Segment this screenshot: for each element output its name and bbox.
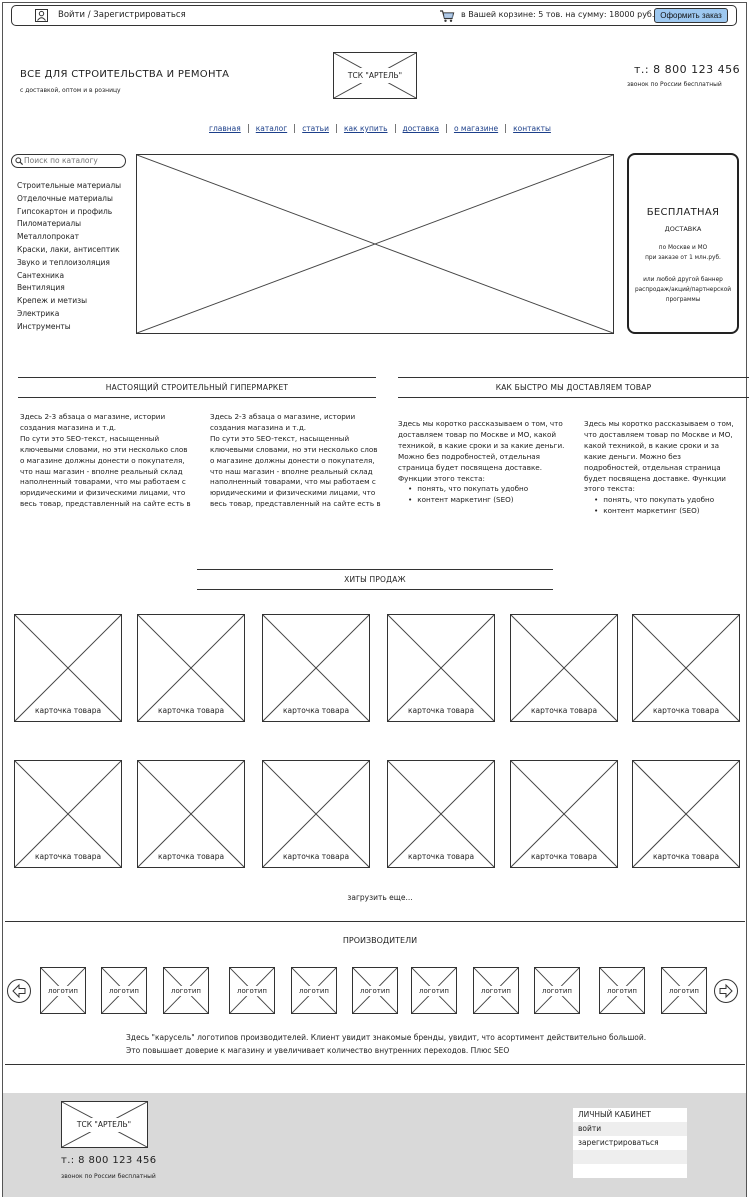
bullet-item: • контент маркетинг (SEO)	[594, 506, 734, 517]
login-register-link[interactable]: Войти / Зарегистрироваться	[58, 10, 186, 20]
catalog-item[interactable]: Вентиляция	[17, 283, 65, 293]
vendor-logo-label: логотип	[43, 986, 83, 996]
bullet-item: • понять, что покупать удобно	[408, 484, 570, 495]
about-text-col2: Здесь 2-3 абзаца о магазине, истории создания магазина и т.д. По сути это SEO-текст, насыщенный ключевыми словами, но эти несколько слов о магазине должны донести о покупателя, что наш магазин - вполне реальный склад наполненный товарами, что мы работаем с юридическими и физическими лицами, что весь товар, представленный на сайте есть в	[210, 412, 381, 509]
catalog-item[interactable]: Металлопрокат	[17, 232, 79, 242]
bullet-item: • контент маркетинг (SEO)	[408, 495, 570, 506]
account-empty-row	[573, 1150, 687, 1164]
footer-logo[interactable]	[61, 1101, 148, 1148]
vendor-logo-label: логотип	[294, 986, 334, 996]
product-card-label	[138, 706, 244, 715]
catalog-item[interactable]: Краски, лаки, антисептик	[17, 244, 120, 254]
checkout-button[interactable]: Оформить заказ	[654, 8, 728, 23]
product-card-label	[511, 706, 617, 715]
vendor-logo[interactable]	[101, 967, 147, 1014]
delivery-bullets	[398, 484, 570, 506]
delivery-text-col1	[398, 419, 570, 506]
catalog-item[interactable]: Крепеж и метизы	[17, 296, 88, 306]
nav-articles[interactable]: статьи	[295, 124, 337, 133]
delivery-paragraph: Здесь мы коротко рассказываем о том, что доставляем товар по Москве и МО, какой техникой, в какие сроки и за какие деньги. Можно без подробностей, отдельная страница будет посвящена доставке. Функции этого текста:	[398, 419, 565, 483]
arrow-left-icon	[11, 983, 27, 999]
nav-about[interactable]: о магазине	[447, 124, 506, 133]
product-card[interactable]	[262, 614, 370, 722]
product-card-label-text: карточка товара	[652, 852, 720, 861]
product-card-label	[138, 852, 244, 861]
vendor-logo-label: логотип	[166, 986, 206, 996]
vendor-logo[interactable]	[473, 967, 519, 1014]
product-card[interactable]	[14, 760, 122, 868]
promo-title: БЕСПЛАТНАЯ	[646, 207, 720, 218]
account-menu	[573, 1108, 687, 1178]
promo-line: по Москве и МО	[658, 245, 708, 251]
catalog-menu	[17, 180, 121, 334]
product-card-label-text: карточка товара	[157, 706, 225, 715]
vendor-logo[interactable]	[534, 967, 580, 1014]
bullet-item: • понять, что покупать удобно	[594, 495, 734, 506]
promo-line: программы	[665, 297, 701, 303]
banner-placeholder-icon	[137, 155, 613, 333]
product-card-label-text: карточка товара	[652, 706, 720, 715]
about-heading: НАСТОЯЩИЙ СТРОИТЕЛЬНЫЙ ГИПЕРМАРКЕТ	[18, 377, 376, 398]
bestsellers-heading: ХИТЫ ПРОДАЖ	[197, 569, 553, 590]
free-delivery-promo[interactable]	[627, 153, 739, 334]
carousel-next-button[interactable]	[714, 979, 738, 1003]
product-card[interactable]	[137, 760, 245, 868]
vendor-logo-label: логотип	[664, 986, 704, 996]
product-card-label-text: карточка товара	[34, 706, 102, 715]
catalog-item[interactable]: Звуко и теплоизоляция	[17, 257, 110, 267]
vendors-desc-line: Это повышает доверие к магазину и увеличивает количество внутренних переходов. Плюс SEO	[126, 1046, 510, 1055]
product-card-label	[633, 852, 739, 861]
top-bar	[11, 5, 737, 26]
catalog-search	[11, 154, 126, 168]
product-card-label	[15, 852, 121, 861]
vendor-logo-label: логотип	[476, 986, 516, 996]
product-card[interactable]	[14, 614, 122, 722]
product-card-label	[511, 852, 617, 861]
vendor-logo[interactable]	[291, 967, 337, 1014]
product-card-label-text: карточка товара	[157, 852, 225, 861]
product-card-label-text: карточка товара	[530, 706, 598, 715]
logo-text: ТСК "АРТЕЛЬ"	[72, 1118, 136, 1132]
main-banner[interactable]	[136, 154, 614, 334]
header-phone-sub: звонок по России бесплатный	[627, 81, 722, 88]
vendors-heading: ПРОИЗВОДИТЕЛИ	[342, 936, 418, 945]
product-card-label-text: карточка товара	[34, 852, 102, 861]
nav-home[interactable]: главная	[209, 124, 249, 133]
footer-phone-sub: звонок по России бесплатный	[61, 1173, 156, 1180]
product-card[interactable]	[387, 760, 495, 868]
promo-line: при заказе от 1 млн.руб.	[645, 255, 721, 261]
product-card-label-text: карточка товара	[282, 852, 350, 861]
nav-delivery[interactable]: доставка	[396, 124, 447, 133]
catalog-item[interactable]: Отделочные материалы	[17, 193, 113, 203]
cart-summary[interactable]: в Вашей корзине: 5 тов. на сумму: 18000 руб.	[461, 10, 655, 19]
logo-text: ТСК "АРТЕЛЬ"	[344, 68, 406, 83]
vendor-logo-label: логотип	[602, 986, 642, 996]
vendor-logo[interactable]	[229, 967, 275, 1014]
vendor-logo[interactable]	[661, 967, 707, 1014]
delivery-heading: КАК БЫСТРО МЫ ДОСТАВЛЯЕМ ТОВАР	[398, 377, 749, 398]
vendor-logo-label: логотип	[232, 986, 272, 996]
product-card-label-text: карточка товара	[282, 706, 350, 715]
product-card-label	[263, 706, 369, 715]
about-text-col1: Здесь 2-3 абзаца о магазине, истории создания магазина и т.д. По сути это SEO-текст, насыщенный ключевыми словами, но эти несколько слов о магазине должны донести о покупателя, что наш магазин - вполне реальный склад наполненный товарами, что мы работаем с юридическими и физическими лицами, что весь товар, представленный на сайте есть в	[20, 412, 191, 509]
product-card-label-text: карточка товара	[530, 852, 598, 861]
nav-catalog[interactable]: каталог	[249, 124, 295, 133]
divider	[5, 1064, 745, 1065]
product-card[interactable]	[387, 614, 495, 722]
product-card-label-text: карточка товара	[407, 706, 475, 715]
load-more-link[interactable]: загрузить еще...	[347, 893, 413, 902]
account-login-link[interactable]: войти	[573, 1122, 687, 1136]
delivery-paragraph: Здесь мы коротко рассказываем о том, что доставляем товар по Москве и МО, какой техникой, в какие сроки и за какие деньги. Можно без подробностей, отдельная страница будет посвящена доставке. Функции этого текста:	[584, 419, 734, 494]
nav-contacts[interactable]: контакты	[513, 124, 551, 133]
product-card[interactable]	[632, 760, 740, 868]
delivery-bullets	[584, 495, 734, 517]
carousel-prev-button[interactable]	[7, 979, 31, 1003]
vendor-logo-label: логотип	[537, 986, 577, 996]
vendors-description	[126, 1031, 646, 1057]
nav-how-to-buy[interactable]: как купить	[337, 124, 396, 133]
catalog-item[interactable]: Гипсокартон и профиль	[17, 206, 113, 216]
product-card-label	[388, 852, 494, 861]
vendors-desc-line: Здесь "карусель" логотипов производителей. Клиент увидит знакомые бренды, увидит, что асортимент действительно большой.	[126, 1033, 647, 1042]
header-phone[interactable]: т.: 8 800 123 456	[634, 63, 741, 76]
search-icon[interactable]	[15, 157, 23, 165]
product-card-label	[388, 706, 494, 715]
site-tagline-sub: с доставкой, оптом и в розницу	[20, 87, 121, 94]
promo-line: или любой другой баннер	[643, 277, 723, 283]
catalog-item[interactable]: Сантехника	[17, 270, 65, 280]
delivery-text-col2	[584, 419, 734, 517]
account-title: ЛИЧНЫЙ КАБИНЕТ	[573, 1108, 687, 1122]
promo-subtitle: ДОСТАВКА	[664, 225, 702, 233]
vendor-logo-label: логотип	[104, 986, 144, 996]
vendor-logo-label: логотип	[414, 986, 454, 996]
product-card[interactable]	[632, 614, 740, 722]
footer-phone[interactable]: т.: 8 800 123 456	[61, 1155, 157, 1166]
user-icon[interactable]	[35, 9, 48, 22]
divider	[5, 921, 745, 922]
product-card[interactable]	[262, 760, 370, 868]
catalog-item[interactable]: Инструменты	[17, 321, 71, 331]
vendor-logo[interactable]	[40, 967, 86, 1014]
catalog-item[interactable]: Строительные материалы	[17, 181, 122, 190]
vendor-logo[interactable]	[411, 967, 457, 1014]
site-logo[interactable]	[333, 52, 417, 99]
vendor-logo-label: логотип	[355, 986, 395, 996]
product-card[interactable]	[510, 614, 618, 722]
catalog-item[interactable]: Электрика	[17, 308, 60, 318]
vendor-logo[interactable]	[352, 967, 398, 1014]
product-card-label-text: карточка товара	[407, 852, 475, 861]
account-register-link[interactable]: зарегистрироваться	[573, 1136, 687, 1150]
product-card[interactable]	[137, 614, 245, 722]
main-nav	[209, 124, 558, 133]
promo-line: распродаж/акций/партнерской	[634, 287, 732, 293]
site-tagline: ВСЕ ДЛЯ СТРОИТЕЛЬСТВА И РЕМОНТА	[20, 69, 230, 80]
account-empty-row	[573, 1164, 687, 1178]
product-card-label	[633, 706, 739, 715]
arrow-right-icon	[718, 983, 734, 999]
product-card-label	[263, 852, 369, 861]
search-input[interactable]	[24, 155, 122, 166]
catalog-item[interactable]: Пиломатериалы	[17, 219, 82, 229]
cart-icon[interactable]	[439, 9, 455, 23]
product-card[interactable]	[510, 760, 618, 868]
vendor-logo[interactable]	[163, 967, 209, 1014]
vendor-logo[interactable]	[599, 967, 645, 1014]
product-card-label	[15, 706, 121, 715]
